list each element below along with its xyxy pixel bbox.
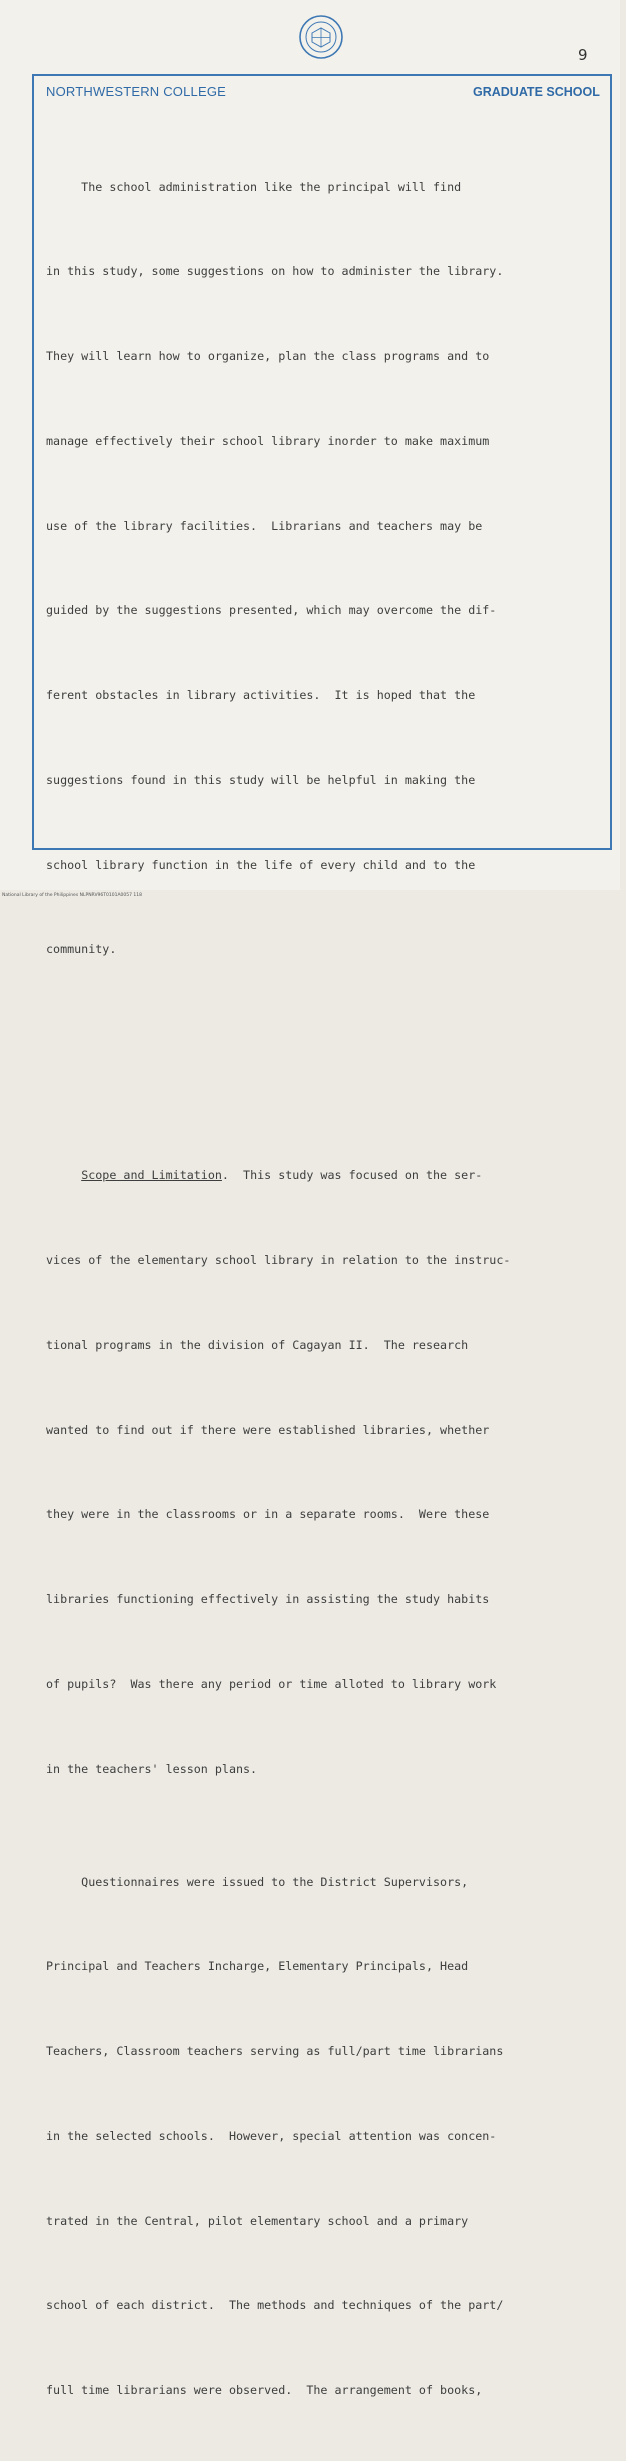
text-line: manage effectively their school library inorder to make maximum (46, 433, 490, 448)
text-line: community. (46, 942, 117, 957)
section-heading: Scope and Limitation (81, 1168, 222, 1183)
text-line: trated in the Central, pilot elementary school and a primary (46, 2213, 469, 2228)
text-line: suggestions found in this study will be helpful in making the (46, 772, 476, 787)
text-line: vices of the elementary school library in relation to the instruc- (46, 1253, 511, 1267)
text-line: use of the library facilities. Librarians and teachers may be (46, 518, 483, 533)
text-line: tional programs in the division of Cagayan II. The research (46, 1337, 469, 1352)
text-line: of pupils? Was there any period or time alloted to library work (46, 1676, 497, 1691)
text-line: school of each district. The methods and techniques of the part/ (46, 2298, 504, 2313)
text-line: Teachers, Classroom teachers serving as full/part time librarians (46, 2044, 504, 2058)
institution-name: NORTHWESTERN COLLEGE (46, 84, 227, 99)
text-line: they were in the classrooms or in a separate rooms. Were these (46, 1507, 490, 1522)
blank-line (46, 1048, 610, 1076)
text-line: in this study, some suggestions on how to administer the library. (46, 264, 504, 279)
scope-heading-line (46, 1161, 610, 1189)
text-line: full time librarians were observed. The arrangement of books, (46, 2383, 483, 2397)
text-line: The school administration like the principal will find (46, 179, 462, 194)
text-line: Questionnaires were issued to the District Supervisors, (46, 1874, 469, 1889)
text-line: ferent obstacles in library activities. It is hoped that the (46, 688, 476, 702)
school-name: GRADUATE SCHOOL (473, 85, 600, 99)
text-line: in the selected schools. However, special attention was concen- (46, 2128, 497, 2143)
college-seal-icon (298, 14, 344, 60)
text-line: They will learn how to organize, plan the class programs and to (46, 349, 490, 363)
text-line: school library function in the life of every child and to the (46, 857, 476, 872)
text-line: in the teachers' lesson plans. (46, 1761, 258, 1776)
indent (46, 1168, 81, 1182)
text-line: guided by the suggestions presented, which may overcome the dif- (46, 603, 497, 618)
body-text (46, 116, 610, 2461)
archive-footer: National Library of the Philippines NLPNRV96T0101A0057 118 (2, 893, 142, 898)
text-line: wanted to find out if there were established libraries, whether (46, 1422, 490, 1437)
text-line: libraries functioning effectively in assisting the study habits (46, 1592, 490, 1606)
text-line-rest: . This study was focused on the ser- (221, 1168, 483, 1183)
page-number: 9 (578, 46, 588, 64)
text-line: Principal and Teachers Incharge, Elementary Principals, Head (46, 1959, 469, 1974)
